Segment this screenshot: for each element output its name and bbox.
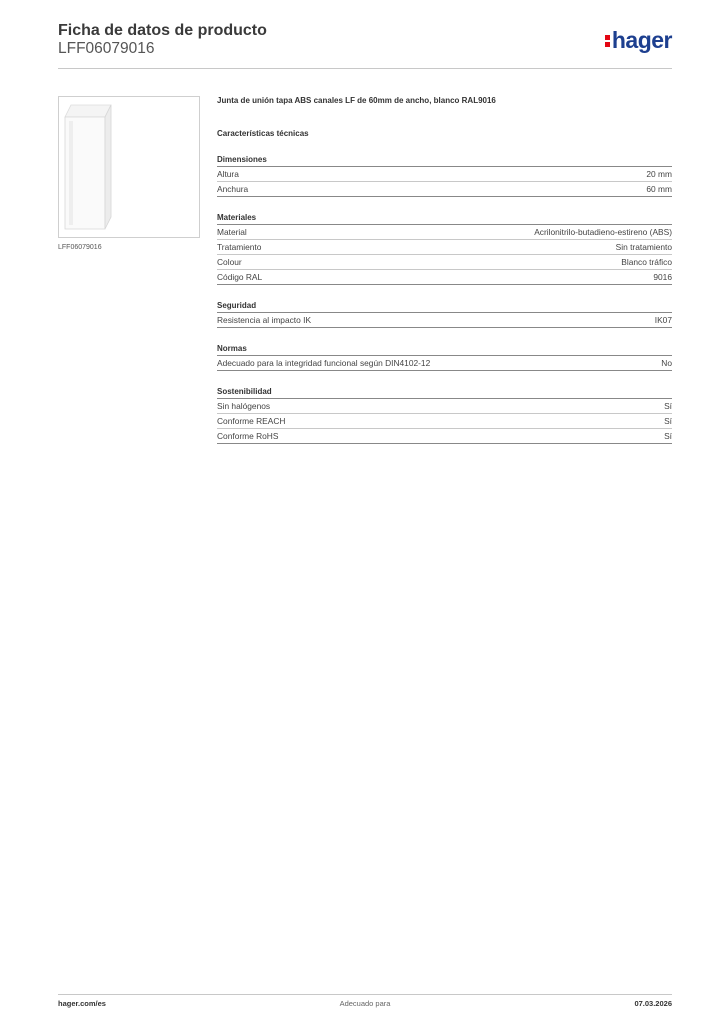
spec-row xyxy=(217,399,672,414)
spec-value: Sí xyxy=(664,401,672,411)
product-photo-icon xyxy=(59,97,199,237)
image-caption: LFF06079016 xyxy=(58,244,102,251)
footer-middle-text: Adecuado para xyxy=(339,999,391,1008)
spec-row xyxy=(217,225,672,240)
spec-row xyxy=(217,167,672,182)
spec-label: Material xyxy=(217,227,247,237)
spec-label: Anchura xyxy=(217,184,249,194)
page-footer xyxy=(58,994,672,1024)
brand-logo xyxy=(605,26,672,54)
page-title: Ficha de datos de producto xyxy=(58,22,267,39)
spec-label: Código RAL xyxy=(217,272,263,282)
spec-row xyxy=(217,240,672,255)
spec-row xyxy=(217,313,672,328)
section-seguridad xyxy=(217,301,672,328)
spec-label: Altura xyxy=(217,169,239,179)
spec-label: Sin halógenos xyxy=(217,401,271,411)
section-materiales xyxy=(217,213,672,285)
spec-row xyxy=(217,182,672,197)
spec-label: Conforme RoHS xyxy=(217,431,279,441)
section-normas xyxy=(217,344,672,371)
footer-divider xyxy=(58,994,672,995)
spec-value: Sin tratamiento xyxy=(615,242,672,252)
section-title: Dimensiones xyxy=(217,155,672,167)
spec-row xyxy=(217,356,672,371)
spec-value: Sí xyxy=(664,416,672,426)
spec-row xyxy=(217,270,672,285)
footer-website-link[interactable]: hager.com/es xyxy=(58,999,106,1008)
logo-dots-icon xyxy=(605,33,610,49)
footer-date: 07.03.2026 xyxy=(634,999,672,1008)
spec-value: No xyxy=(661,358,672,368)
section-title: Normas xyxy=(217,344,672,356)
section-title: Seguridad xyxy=(217,301,672,313)
spec-label: Adecuado para la integridad funcional según DIN4102-12 xyxy=(217,358,431,368)
spec-value: 9016 xyxy=(653,272,672,282)
spec-label: Resistencia al impacto IK xyxy=(217,315,312,325)
spec-value: Blanco tráfico xyxy=(621,257,672,267)
product-details xyxy=(217,96,672,444)
spec-label: Tratamiento xyxy=(217,242,262,252)
spec-row xyxy=(217,429,672,444)
tech-characteristics-heading: Características técnicas xyxy=(217,129,309,138)
spec-value: IK07 xyxy=(654,315,672,325)
spec-value: Acrilonitrilo-butadieno-estireno (ABS) xyxy=(534,227,672,237)
product-description: Junta de unión tapa ABS canales LF de 60mm de ancho, blanco RAL9016 xyxy=(217,96,496,105)
page-header xyxy=(58,22,672,68)
header-divider xyxy=(58,68,672,69)
spec-value: 60 mm xyxy=(646,184,672,194)
section-dimensiones xyxy=(217,155,672,197)
spec-value: Sí xyxy=(664,431,672,441)
spec-row xyxy=(217,414,672,429)
section-title: Materiales xyxy=(217,213,672,225)
product-code: LFF06079016 xyxy=(58,40,155,57)
brand-name: hager xyxy=(611,27,672,53)
spec-value: 20 mm xyxy=(646,169,672,179)
product-image xyxy=(58,96,200,238)
spec-label: Conforme REACH xyxy=(217,416,286,426)
section-sostenibilidad xyxy=(217,387,672,444)
spec-row xyxy=(217,255,672,270)
spec-label: Colour xyxy=(217,257,242,267)
section-title: Sostenibilidad xyxy=(217,387,672,399)
